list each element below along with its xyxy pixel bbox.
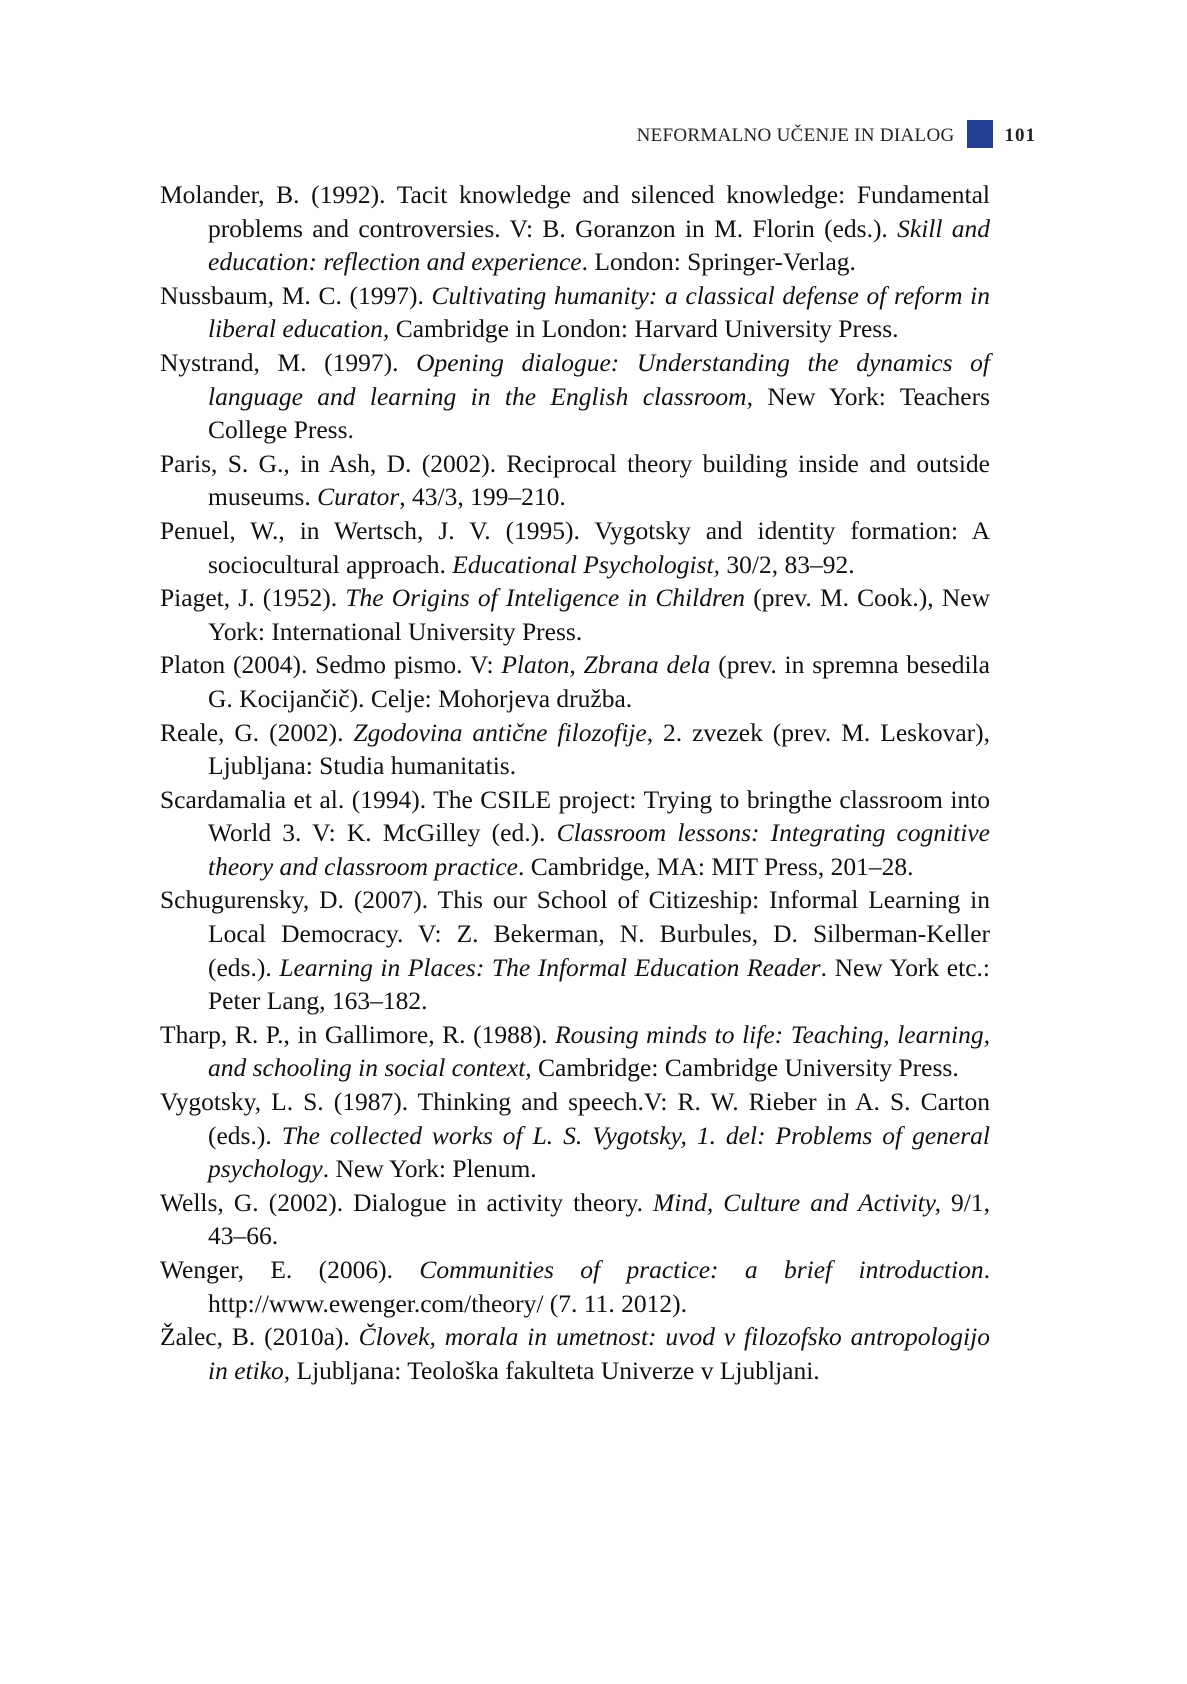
reference-title-italic: Človek, morala in umetnost: uvod v filozofsko antropologijo in etiko,	[208, 1322, 990, 1385]
reference-text: , 43/3, 199–210.	[399, 482, 566, 512]
running-header	[637, 118, 1036, 148]
reference-entry	[160, 447, 990, 514]
reference-text: Cambridge in London: Harvard University Press.	[389, 314, 899, 344]
reference-text: 9/1, 43–66.	[208, 1187, 990, 1251]
reference-entry	[160, 716, 990, 783]
reference-text: (prev. in spremna besedila G. Kocijančič). Celje: Mohorjeva družba.	[208, 650, 990, 713]
reference-entry	[160, 648, 990, 715]
reference-text: . Cambridge, MA: MIT Press, 201–28.	[517, 851, 914, 881]
reference-title-italic: Communities of practice: a brief introduction	[419, 1255, 984, 1284]
reference-text: Ljubljana: Teološka fakulteta Univerze v Ljubljani.	[290, 1355, 820, 1385]
page-number: 101	[1004, 125, 1036, 146]
reference-text: Nussbaum, M. C. (1997).	[160, 280, 432, 310]
reference-text: New York: Teachers College Press.	[208, 381, 990, 445]
reference-entry	[160, 1320, 990, 1387]
reference-text: Molander, B. (1992). Tacit knowledge and silenced knowledge: Fundamental problems and controversies. V: B. Goranzon in M. Florin (eds.).	[160, 180, 990, 243]
reference-text: Schugurensky, D. (2007). This our School of Citizeship: Informal Learning in Local Democracy. V: Z. Bekerman, N. Burbules, D. Silberman-Keller (eds.).	[160, 885, 990, 982]
reference-entry	[160, 783, 990, 884]
reference-text: Reale, G. (2002).	[160, 717, 354, 747]
reference-text: Žalec, B. (2010a).	[160, 1322, 359, 1352]
reference-text: . http://www.ewenger.com/theory/ (7. 11. 2012).	[208, 1255, 990, 1318]
reference-text: Vygotsky, L. S. (1987). Thinking and speech.V: R. W. Rieber in A. S. Carton (eds.).	[160, 1087, 990, 1150]
reference-title-italic: Platon, Zbrana dela	[501, 650, 711, 680]
reference-title-italic: Educational Psychologist,	[452, 549, 720, 579]
reference-text: Penuel, W., in Wertsch, J. V. (1995). Vygotsky and identity formation: A sociocultural approach.	[160, 515, 990, 579]
reference-title-italic: Skill and education: reflection and experience	[208, 213, 991, 277]
reference-entry	[160, 1186, 990, 1253]
reference-text: Wells, G. (2002). Dialogue in activity theory.	[160, 1187, 653, 1217]
reference-title-italic: Mind, Culture and Activity,	[653, 1187, 941, 1217]
reference-text: (prev. M. Cook.), New York: International University Press.	[208, 583, 990, 646]
reference-text: . New York etc.: Peter Lang, 163–182.	[208, 952, 990, 1016]
reference-text: 30/2, 83–92.	[720, 549, 855, 579]
reference-title-italic: The collected works of L. S. Vygotsky, 1. del: Problems of general psychology	[208, 1120, 990, 1184]
reference-text: Paris, S. G., in Ash, D. (2002). Reciprocal theory building inside and outside museums.	[160, 448, 990, 512]
reference-entry	[160, 1253, 990, 1320]
reference-entry	[160, 279, 990, 346]
reference-title-italic: Cultivating humanity: a classical defense of reform in liberal education,	[208, 280, 990, 344]
reference-entry	[160, 178, 990, 279]
reference-entry	[160, 1085, 990, 1186]
reference-title-italic: Curator	[317, 482, 400, 512]
reference-text: . New York: Plenum.	[322, 1154, 537, 1184]
reference-text: Nystrand, M. (1997).	[160, 347, 417, 377]
reference-text: Cambridge: Cambridge University Press.	[531, 1053, 959, 1083]
reference-text: Platon (2004). Sedmo pismo. V:	[160, 650, 502, 680]
reference-text: . London: Springer-Verlag.	[581, 247, 856, 277]
reference-title-italic: Learning in Places: The Informal Education Reader	[279, 952, 821, 982]
reference-entry	[160, 346, 990, 447]
reference-title-italic: Zgodovina antične filozofije	[353, 717, 647, 747]
reference-title-italic: Opening dialogue: Understanding the dynamics of language and learning in the English classroom,	[208, 347, 990, 411]
header-accent-square	[967, 120, 993, 148]
reference-entry	[160, 1018, 990, 1085]
reference-entry	[160, 581, 990, 648]
reference-text: Wenger, E. (2006).	[160, 1255, 420, 1284]
reference-entry	[160, 514, 990, 581]
reference-list	[160, 178, 990, 1387]
reference-title-italic: Classroom lessons: Integrating cognitive theory and classroom practice	[208, 818, 990, 881]
reference-text: Scardamalia et al. (1994). The CSILE project: Trying to bringthe classroom into World 3. V: K. McGilley (ed.).	[160, 784, 990, 848]
reference-title-italic: Rousing minds to life: Teaching, learning, and schooling in social context,	[208, 1019, 990, 1083]
reference-text: Tharp, R. P., in Gallimore, R. (1988).	[160, 1019, 556, 1049]
running-title: NEFORMALNO UČENJE IN DIALOG	[636, 125, 955, 146]
reference-text: , 2. zvezek (prev. M. Leskovar), Ljubljana: Studia humanitatis.	[208, 717, 990, 781]
reference-text: Piaget, J. (1952).	[160, 583, 346, 613]
reference-entry	[160, 883, 990, 1017]
reference-title-italic: The Origins of Inteligence in Children	[345, 583, 746, 613]
